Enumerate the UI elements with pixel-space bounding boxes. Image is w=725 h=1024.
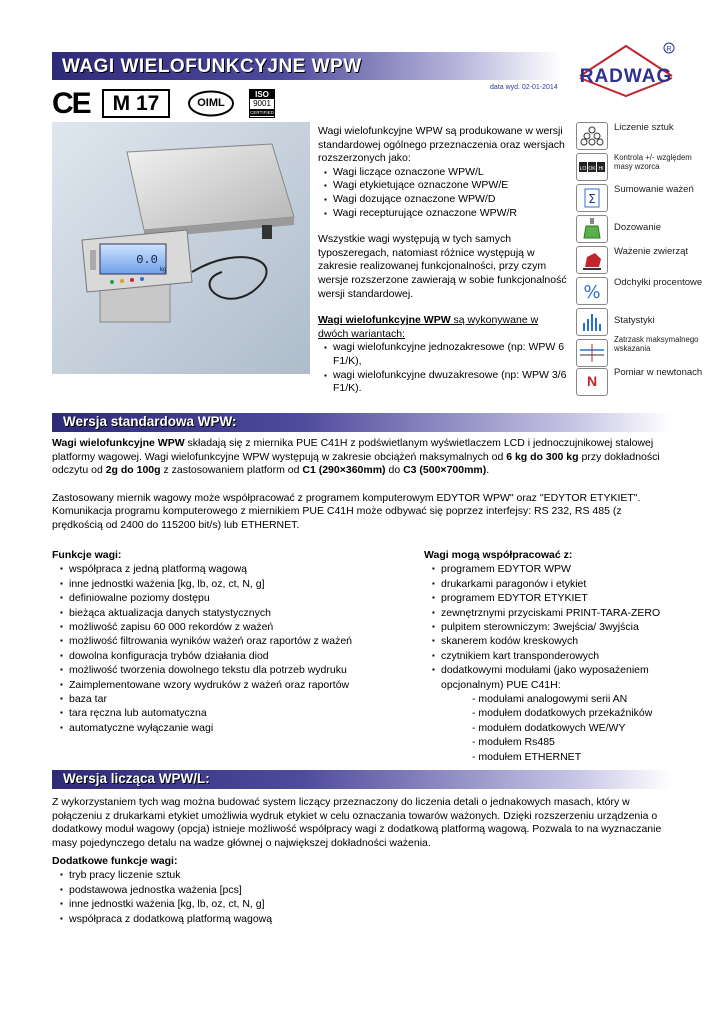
display-readout: 0.0 bbox=[136, 253, 158, 267]
svg-text:HI: HI bbox=[598, 166, 604, 172]
page-title: WAGI WIELOFUNKCYJNE WPW bbox=[62, 56, 362, 77]
feature-peak-hold: Zatrzask maksymalnego wskazania bbox=[576, 339, 716, 371]
intro-paragraph: Wagi wielofunkcyjne WPW są produkowane w wersji standardowej ogólnego przeznaczenia oraz wersjach rozszerzonych jako: bbox=[318, 125, 565, 165]
list-item: ▪ współpraca z dodatkową platformą wagową bbox=[60, 912, 412, 926]
list-item: ▪ Wagi liczące oznaczone WPW/L bbox=[324, 166, 568, 180]
intro-text bbox=[318, 125, 568, 396]
list-item: - modułem ETHERNET bbox=[472, 750, 582, 763]
summing-icon bbox=[576, 184, 608, 212]
list-item: ▪ baza tar bbox=[60, 692, 412, 706]
list-item: ▪ wagi wielofunkcyjne jednozakresowe (np: WPW 6 F1/K), bbox=[324, 341, 568, 368]
list-item: ▪ programem EDYTOR WPW bbox=[432, 562, 684, 576]
issue-date: data wyd. 02-01-2014 bbox=[490, 84, 558, 91]
feature-dosing: Dozowanie bbox=[576, 215, 716, 247]
extra-functions-column bbox=[52, 854, 412, 926]
functions-list bbox=[52, 562, 412, 735]
list-item: - modułem dodatkowych przekaźników bbox=[472, 707, 653, 720]
list-item: ▪ dodatkowymi modułami (jako wyposażeniem bbox=[432, 663, 684, 677]
section2-paragraph: Z wykorzystaniem tych wag można budować system liczący przeznaczony do liczenia detali o jednakowych masach, który w połączeniu z drukarkami etykiet umożliwia wydruk etykiet w celu oznaczania towarów ważonych. Dzięki rozszerzeniu urządzenia o dodatkowy moduł wagowy (opcja) istnieje możliwość współpracy wagi z dodatkową platformą wagową. Pozwala to na wyznaczanie masy pojedynczego detalu na wadze głównej o największej dokładności ważenia. bbox=[52, 796, 662, 849]
variants-intro: Wagi wielofunkcyjne WPW są wykonywane w dwóch wariantach: bbox=[318, 314, 539, 340]
list-item: ▪ tryb pracy liczenie sztuk bbox=[60, 868, 412, 882]
list-item: ▪ współpraca z jedną platformą wagową bbox=[60, 562, 412, 576]
functions-column bbox=[52, 548, 412, 735]
list-item: ▪ bieżąca aktualizacja danych statystycznych bbox=[60, 606, 412, 620]
svg-text:R: R bbox=[666, 46, 672, 53]
section-title: Wersja standardowa WPW: bbox=[63, 414, 237, 429]
counting-icon bbox=[576, 122, 608, 150]
feature-animal-weighing: Ważenie zwierząt bbox=[576, 246, 716, 278]
list-item: ▪ Wagi etykietujące oznaczone WPW/E bbox=[324, 179, 568, 193]
ce-mark: CE bbox=[52, 87, 90, 120]
list-item: ▪ automatyczne wyłączanie wagi bbox=[60, 721, 412, 735]
list-item: - modułami analogowymi serii AN bbox=[472, 693, 628, 706]
list-item: ▪ czytnikiem kart transponderowych bbox=[432, 649, 684, 663]
list-item: ▪ pulpitem sterowniczym: 3wejścia/ 3wyjścia bbox=[432, 620, 684, 634]
cooperation-column bbox=[424, 548, 684, 764]
svg-text:LO: LO bbox=[579, 166, 587, 172]
list-item: ▪ inne jednostki ważenia [kg, lb, oz, ct, N, g] bbox=[60, 577, 412, 591]
version-list bbox=[318, 166, 568, 220]
product-photo bbox=[52, 122, 310, 374]
section1-paragraph: Zastosowany miernik wagowy może współpracować z programem komputerowym EDYTOR WPW" oraz "EDYTOR ETYKIET". Komunikacja programu komputerowego z miernikiem PUE C41H może odbywać się poprzez interfejsy: RS 232, RS 485 (z prędkością od 2400 do 115200 bit/s) lub ETHERNET. bbox=[52, 491, 641, 531]
brand-name: RADWAG bbox=[579, 66, 673, 87]
list-item: ▪ możliwość filtrowania wyników ważeń oraz raportów z ważeń bbox=[60, 634, 412, 648]
oiml-mark: OIML bbox=[187, 89, 235, 118]
list-item: ▪ definiowalne poziomy dostępu bbox=[60, 591, 412, 605]
section-title: Wersja licząca WPW/L: bbox=[63, 771, 210, 786]
statistics-icon bbox=[576, 308, 608, 336]
feature-counting: Liczenie sztuk bbox=[576, 122, 716, 154]
list-item: - modułem dodatkowych WE/WY bbox=[472, 721, 626, 734]
list-item: ▪ możliwość tworzenia dowolnego tekstu dla potrzeb wydruku bbox=[60, 663, 412, 677]
animal-weighing-icon bbox=[576, 246, 608, 274]
cooperation-list bbox=[424, 562, 684, 764]
list-item: ▪ podstawowa jednostka ważenia [pcs] bbox=[60, 883, 412, 897]
section2-description bbox=[52, 796, 672, 850]
section1-description bbox=[52, 437, 672, 533]
feature-newton: N Pomiar w newtonach bbox=[576, 368, 716, 400]
checkweighing-icon bbox=[576, 153, 608, 181]
feature-summing: Σ Sumowanie ważeń bbox=[576, 184, 716, 216]
list-item: ▪ tara ręczna lub automatyczna bbox=[60, 706, 412, 720]
functions-heading: Funkcje wagi: bbox=[52, 549, 122, 561]
svg-text:OK: OK bbox=[588, 166, 596, 172]
feature-checkweighing: LO OK HI Kontrola +/- względem masy wzorca bbox=[576, 153, 716, 185]
svg-text:N: N bbox=[586, 373, 598, 389]
variants-list bbox=[318, 341, 568, 395]
radwag-logo bbox=[574, 40, 678, 98]
list-item: ▪ drukarkami paragonów i etykiet bbox=[432, 577, 684, 591]
percent-icon bbox=[576, 277, 608, 305]
dosing-icon bbox=[576, 215, 608, 243]
list-item: ▪ skanerem kodów kreskowych bbox=[432, 634, 684, 648]
peak-hold-icon bbox=[576, 339, 608, 367]
newton-icon bbox=[576, 368, 608, 396]
extra-functions-list bbox=[52, 868, 412, 926]
list-item: ▪ Zaimplementowane wzory wydruków z ważeń oraz raportów bbox=[60, 678, 412, 692]
list-item: ▪ programem EDYTOR ETYKIET bbox=[432, 591, 684, 605]
list-item: ▪ Wagi recepturujące oznaczone WPW/R bbox=[324, 207, 568, 221]
feature-percent: % Odchyłki procentowe bbox=[576, 277, 716, 309]
display-unit: kg bbox=[160, 267, 167, 273]
feature-statistics: Statystyki bbox=[576, 308, 716, 340]
list-item: ▪ zewnętrznymi przyciskami PRINT-TARA-ZERO bbox=[432, 606, 684, 620]
list-item: ▪ dowolna konfiguracja trybów działania diod bbox=[60, 649, 412, 663]
list-item: ▪ wagi wielofunkcyjne dwuzakresowe (np: WPW 3/6 F1/K). bbox=[324, 369, 568, 396]
svg-text:Σ: Σ bbox=[588, 192, 596, 206]
list-item: ▪ możliwość zapisu 60 000 rekordów z ważeń bbox=[60, 620, 412, 634]
cooperation-heading: Wagi mogą współpracować z: bbox=[424, 549, 573, 561]
list-item: opcjonalnym) PUE C41H: bbox=[441, 678, 561, 691]
intro-paragraph: Wszystkie wagi występują w tych samych typoszeregach, natomiast różnice występują w zakresie realizowanej funkcjonalności, przy czym wersje rozszerzone zawierają w sobie funkcjonalność wersji standardowej. bbox=[318, 233, 567, 300]
svg-text:%: % bbox=[583, 282, 601, 303]
extra-functions-heading: Dodatkowe funkcje wagi: bbox=[52, 855, 178, 867]
list-item: ▪ inne jednostki ważenia [kg, lb, oz, ct, N, g] bbox=[60, 897, 412, 911]
list-item: - modułem Rs485 bbox=[472, 736, 555, 749]
iso-mark: ISO 9001 CERTIFIED bbox=[249, 89, 275, 118]
m17-mark: M 17 bbox=[102, 89, 170, 118]
list-item: ▪ Wagi dozujące oznaczone WPW/D bbox=[324, 193, 568, 207]
section1-paragraph: Wagi wielofunkcyjne WPW składają się z miernika PUE C41H z podświetlanym wyświetlaczem LCD i jednoczujnikowej stalowej platformy wagowej. Wagi wielofunkcyjne WPW występują w zakresie obciążeń maksymalnych od 6 kg do 300 kg przy dokładności odczytu od 2g do 100g z zastosowaniem platform od C1 (290×360mm) do C3 (500×700mm). bbox=[52, 437, 660, 477]
